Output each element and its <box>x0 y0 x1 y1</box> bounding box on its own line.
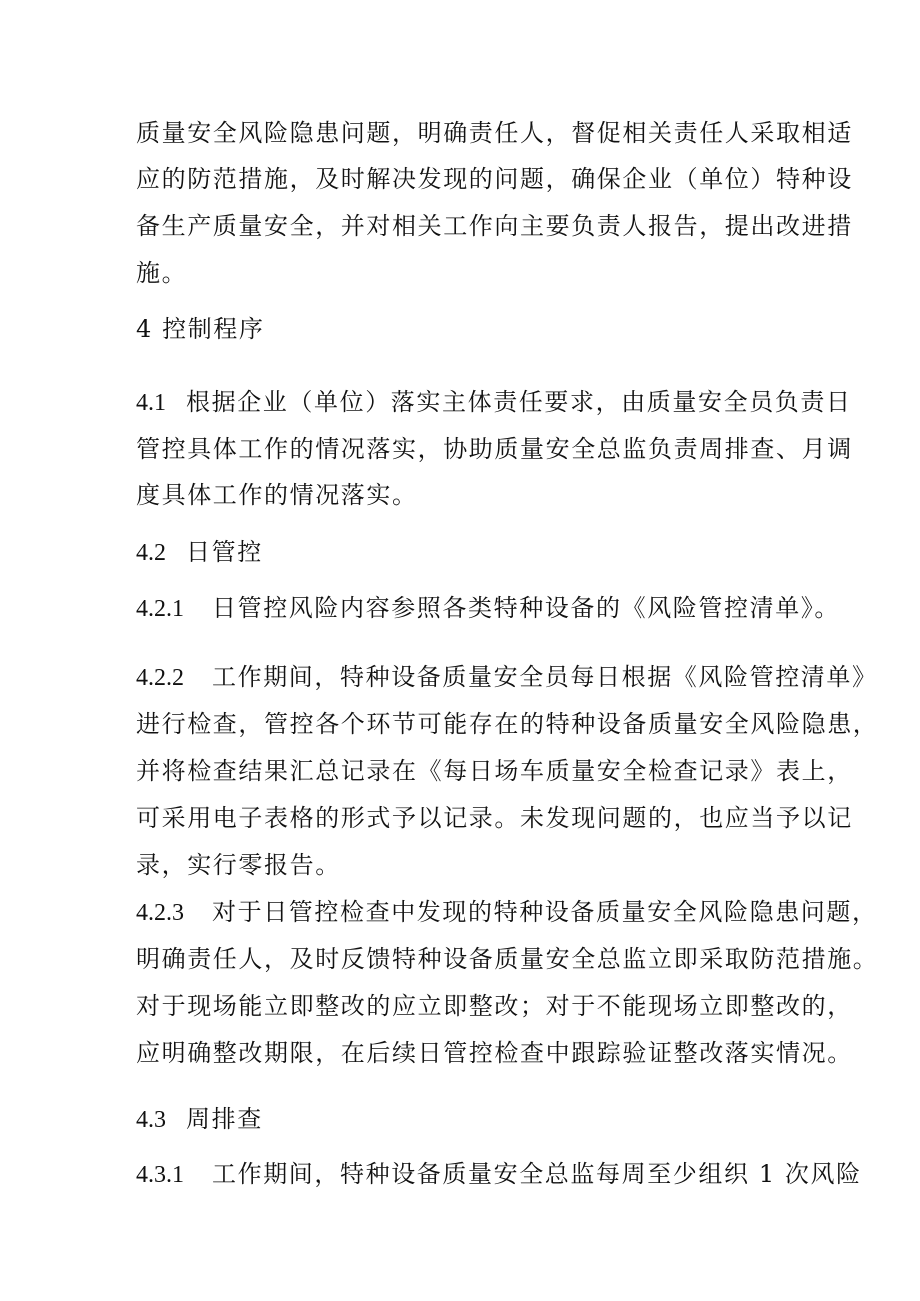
s4-2-heading <box>136 537 263 568</box>
s4-1-line-3: 度具体工作的情况落实。 <box>136 481 418 509</box>
s4-2-2-number: 4.2.2 <box>136 665 184 691</box>
s4-2-2-line-5: 录，实行零报告。 <box>136 851 341 879</box>
s4-3-heading <box>136 1104 263 1135</box>
s4-2-1-number: 4.2.1 <box>136 596 184 622</box>
s4-2-2-line-4: 可采用电子表格的形式予以记录。未发现问题的，也应当予以记 <box>136 804 853 832</box>
s4-2-3-number: 4.2.3 <box>136 900 184 926</box>
s4-2-2-line-2: 进行检查，管控各个环节可能存在的特种设备质量安全风险隐患， <box>136 710 879 738</box>
s4-2-2-line-1 <box>136 662 878 693</box>
s4-3-1-line <box>136 1159 862 1190</box>
s4-1-number: 4.1 <box>136 390 166 416</box>
s4-2-3-line-2: 明确责任人，及时反馈特种设备质量安全总监立即采取防范措施。 <box>136 945 879 973</box>
section-4-heading: 4 控制程序 <box>136 315 265 343</box>
s4-2-2-text-1: 工作期间，特种设备质量安全员每日根据《风险管控清单》 <box>212 663 878 691</box>
s4-2-1-line <box>136 593 840 624</box>
s4-3-title: 周排查 <box>186 1105 263 1133</box>
intro-line-3: 备生产质量安全，并对相关工作向主要负责人报告，提出改进措 <box>136 212 853 240</box>
intro-line-2: 应的防范措施，及时解决发现的问题，确保企业（单位）特种设 <box>136 165 853 193</box>
s4-3-1-text: 工作期间，特种设备质量安全总监每周至少组织 1 次风险 <box>212 1160 862 1188</box>
s4-2-1-text: 日管控风险内容参照各类特种设备的《风险管控清单》。 <box>212 594 840 622</box>
s4-1-text-1: 根据企业（单位）落实主体责任要求，由质量安全员负责日 <box>186 388 852 416</box>
s4-2-3-line-1 <box>136 897 878 928</box>
intro-line-4: 施。 <box>136 259 188 287</box>
s4-2-3-text-1: 对于日管控检查中发现的特种设备质量安全风险隐患问题， <box>212 898 878 926</box>
s4-2-number: 4.2 <box>136 540 166 566</box>
s4-2-title: 日管控 <box>186 538 263 566</box>
s4-1-line-1 <box>136 387 852 418</box>
s4-2-3-line-3: 对于现场能立即整改的应立即整改；对于不能现场立即整改的， <box>136 992 853 1020</box>
s4-2-3-line-4: 应明确整改期限，在后续日管控检查中跟踪验证整改落实情况。 <box>136 1039 853 1067</box>
s4-1-line-2: 管控具体工作的情况落实，协助质量安全总监负责周排查、月调 <box>136 435 853 463</box>
s4-3-1-number: 4.3.1 <box>136 1162 184 1188</box>
s4-2-2-line-3: 并将检查结果汇总记录在《每日场车质量安全检查记录》表上， <box>136 757 853 785</box>
intro-line-1: 质量安全风险隐患问题，明确责任人，督促相关责任人采取相适 <box>136 119 853 147</box>
s4-3-number: 4.3 <box>136 1107 166 1133</box>
